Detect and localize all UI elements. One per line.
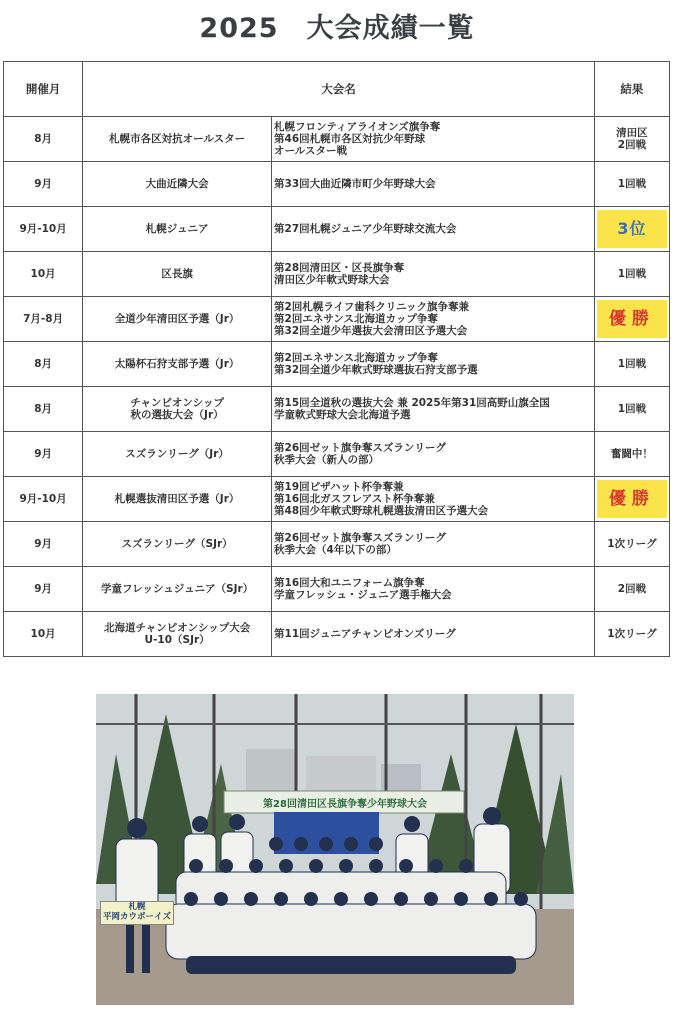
row-tournament-name [83,207,272,252]
tournament-name-line: 学童フレッシュジュニア（SJr） [101,583,254,595]
row-tournament-name [83,477,272,522]
tournament-detail-line: 学童フレッシュ・ジュニア選手権大会 [274,589,452,601]
row-month: 9月-10月 [4,207,83,252]
tournament-detail-line: 秋季大会（新人の部） [274,454,380,466]
table-header-row [4,62,670,117]
row-tournament-name [83,432,272,477]
tournament-detail-line: 第2回札幌ライフ歯科クリニック旗争奪兼 [274,301,470,313]
header-month: 開催月 [4,62,83,117]
result-line: 1回戦 [617,268,647,280]
table-row [4,297,670,342]
result-third-place-badge [597,210,667,248]
row-tournament-name [83,567,272,612]
tournament-detail-line: 第26回ゼット旗争奪スズランリーグ [274,442,446,454]
row-month: 9月 [4,522,83,567]
tournament-name-line: U-10（SJr） [144,634,210,646]
result-champion-badge [597,480,667,518]
tournament-detail-line: 第16回大和ユニフォーム旗争奪 [274,577,425,589]
row-month: 10月 [4,612,83,657]
row-result [594,297,669,342]
result-line: 優勝 [608,309,655,329]
row-result [594,162,669,207]
result-line: 1次リーグ [607,538,657,550]
table-row [4,612,670,657]
result-line: 1次リーグ [607,628,657,640]
row-month: 8月 [4,387,83,432]
row-tournament-detail [272,477,595,522]
tournament-detail-line: 清田区少年軟式野球大会 [274,274,390,286]
row-result [594,567,669,612]
tournament-detail-line: 第2回エネサンス北海道カップ争奪 [274,313,438,325]
tournament-name-line: 秋の選抜大会（Jr） [130,409,224,421]
row-tournament-name [83,117,272,162]
table-row [4,252,670,297]
result-line: 1回戦 [617,178,647,190]
table-row [4,162,670,207]
table-row [4,117,670,162]
row-tournament-name [83,522,272,567]
row-month: 9月 [4,162,83,207]
table-row [4,342,670,387]
tournament-name-line: 大曲近隣大会 [145,178,209,190]
tournament-name-line: 太陽杯石狩支部予選（Jr） [114,358,240,370]
row-tournament-detail [272,342,595,387]
row-tournament-detail [272,522,595,567]
tournament-detail-line: 第2回エネサンス北海道カップ争奪 [274,352,438,364]
result-line: 1回戦 [617,358,647,370]
row-tournament-detail [272,252,595,297]
team-photo-illustration [96,694,574,1005]
row-month: 9月 [4,432,83,477]
row-tournament-name [83,387,272,432]
row-tournament-name [83,252,272,297]
header-result: 結果 [594,62,669,117]
results-table [3,61,670,657]
row-month: 10月 [4,252,83,297]
tournament-detail-line: 第28回清田区・区長旗争奪 [274,262,405,274]
table-row [4,477,670,522]
tournament-detail-line: 第15回全道秋の選抜大会 兼 2025年第31回高野山旗全国 [274,397,550,409]
tournament-name-line: 区長旗 [161,268,193,280]
row-month: 8月 [4,117,83,162]
tournament-name-line: チャンピオンシップ [130,397,224,409]
tournament-detail-line: 第26回ゼット旗争奪スズランリーグ [274,532,446,544]
row-result [594,342,669,387]
tournament-detail-line: 第32回全道少年軟式野球選抜石狩支部予選 [274,364,478,376]
result-line: 優勝 [608,489,655,509]
row-tournament-detail [272,432,595,477]
result-line: 1回戦 [617,403,647,415]
row-month: 9月 [4,567,83,612]
result-line: 3位 [617,219,647,238]
tournament-detail-line: 第27回札幌ジュニア少年野球交流大会 [274,223,457,235]
table-row [4,522,670,567]
photo-banner-text: 第28回清田区長旗争奪少年野球大会 [263,799,427,810]
results-body [4,117,670,657]
table-row [4,567,670,612]
tournament-name-line: 札幌選抜清田区予選（Jr） [114,493,240,505]
tournament-detail-line: 第48回少年軟式野球札幌選抜清田区予選大会 [274,505,489,517]
team-name-sign [100,901,174,925]
result-line: 奮闘中！ [610,448,653,460]
tournament-name-line: スズランリーグ（Jr） [125,448,229,460]
row-result [594,117,669,162]
page-title: 2025 大会成績一覧 [199,13,475,44]
tournament-detail-line: 札幌フロンティアライオンズ旗争奪 [274,121,441,133]
row-month: 7月-8月 [4,297,83,342]
tournament-detail-line: 学童軟式野球大会北海道予選 [274,409,411,421]
result-line: 清田区 [616,127,648,139]
row-month: 8月 [4,342,83,387]
row-tournament-name [83,297,272,342]
row-tournament-detail [272,162,595,207]
table-row [4,387,670,432]
tournament-detail-line: 第46回札幌市各区対抗少年野球 [274,133,426,145]
result-line: 2回戦 [617,139,647,151]
row-month: 9月-10月 [4,477,83,522]
team-sign-line-1: 札幌 [128,902,146,912]
tournament-detail-line: 第32回全道少年選抜大会清田区予選大会 [274,325,468,337]
row-result [594,252,669,297]
row-tournament-detail [272,387,595,432]
tournament-detail-line: 第16回北ガスフレアスト杯争奪兼 [274,493,435,505]
tournament-detail-line: 第19回ピザハット杯争奪兼 [274,481,404,493]
team-sign-line-2: 平岡カウボーイズ [103,912,171,922]
row-tournament-name [83,162,272,207]
table-row [4,432,670,477]
row-result [594,387,669,432]
tournament-name-line: 札幌市各区対抗オールスター [109,133,246,145]
result-champion-badge [597,300,667,338]
team-photo [96,694,574,1005]
tournament-name-line: 北海道チャンピオンシップ大会 [103,622,251,634]
tournament-name-line: 札幌ジュニア [145,223,209,235]
row-result [594,432,669,477]
row-tournament-detail [272,207,595,252]
result-line: 2回戦 [617,583,647,595]
row-tournament-name [83,612,272,657]
row-tournament-name [83,342,272,387]
row-tournament-detail [272,612,595,657]
tournament-detail-line: 第33回大曲近隣市町少年野球大会 [274,178,436,190]
row-result [594,207,669,252]
tournament-name-line: スズランリーグ（SJr） [121,538,233,550]
tournament-detail-line: 秋季大会（4年以下の部） [274,544,397,556]
tournament-detail-line: 第11回ジュニアチャンピオンズリーグ [274,628,456,640]
tournament-name-line: 全道少年清田区予選（Jr） [114,313,240,325]
row-result [594,477,669,522]
header-name: 大会名 [83,62,595,117]
row-result [594,522,669,567]
row-tournament-detail [272,297,595,342]
row-tournament-detail [272,567,595,612]
tournament-detail-line: オールスター戦 [274,145,347,157]
table-row [4,207,670,252]
row-tournament-detail [272,117,595,162]
row-result [594,612,669,657]
